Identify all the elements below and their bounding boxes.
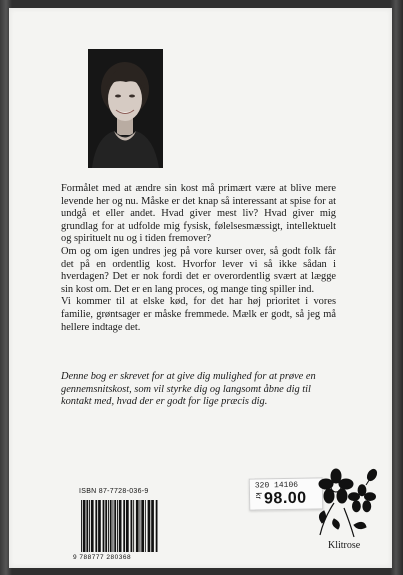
price-sticker <box>249 477 324 510</box>
sticker-currency: kr <box>253 492 264 500</box>
barcode <box>79 500 167 556</box>
isbn-label: ISBN 87-7728-036-9 <box>79 488 149 495</box>
sticker-price: 98.00 <box>263 489 307 508</box>
paragraph-1: Formålet med at ændre sin kost må primært være at blive mere levende her og nu. Måske er det knap så interessant at spise for at undgå et eller andet. Hvad giver mest liv? Hvad giver mig grundlag for at udfolde mig fysisk, følelsesmæssigt, intellektuelt og spirituelt nu og i tiden fremover? <box>61 183 336 245</box>
barcode-digits: 9 788777 280368 <box>73 554 132 561</box>
publisher-flower-logo <box>314 463 384 538</box>
paragraph-2: Om og om igen undres jeg på vore kurser over, så godt folk får det på en ordentlig kost. Hvorfor lever vi så ikke sådan i hverdagen? Det er nok fordi det er overordentlig svært at lægge sin kost om. Det er en lang proces, og mange ting spiller ind. <box>61 245 336 295</box>
publisher-name: Klitrose <box>328 540 361 551</box>
back-cover <box>9 8 392 568</box>
sticker-code: 320 14106 <box>254 480 299 491</box>
blurb-text: Denne bog er skrevet for at give dig mulighed for at prøve en gennemsnitskost, som vil styrke dig og langsomt åbne dig til kontakt med, hvad der er godt for lige præcis dig. <box>61 371 316 408</box>
description-text <box>61 183 336 334</box>
author-photo <box>88 49 163 168</box>
paragraph-3: Vi kommer til at elske kød, for det har høj prioritet i vores familie, grøntsager er måske fremmede. Mælk er godt, så jeg må hellere indtage det. <box>61 296 336 333</box>
